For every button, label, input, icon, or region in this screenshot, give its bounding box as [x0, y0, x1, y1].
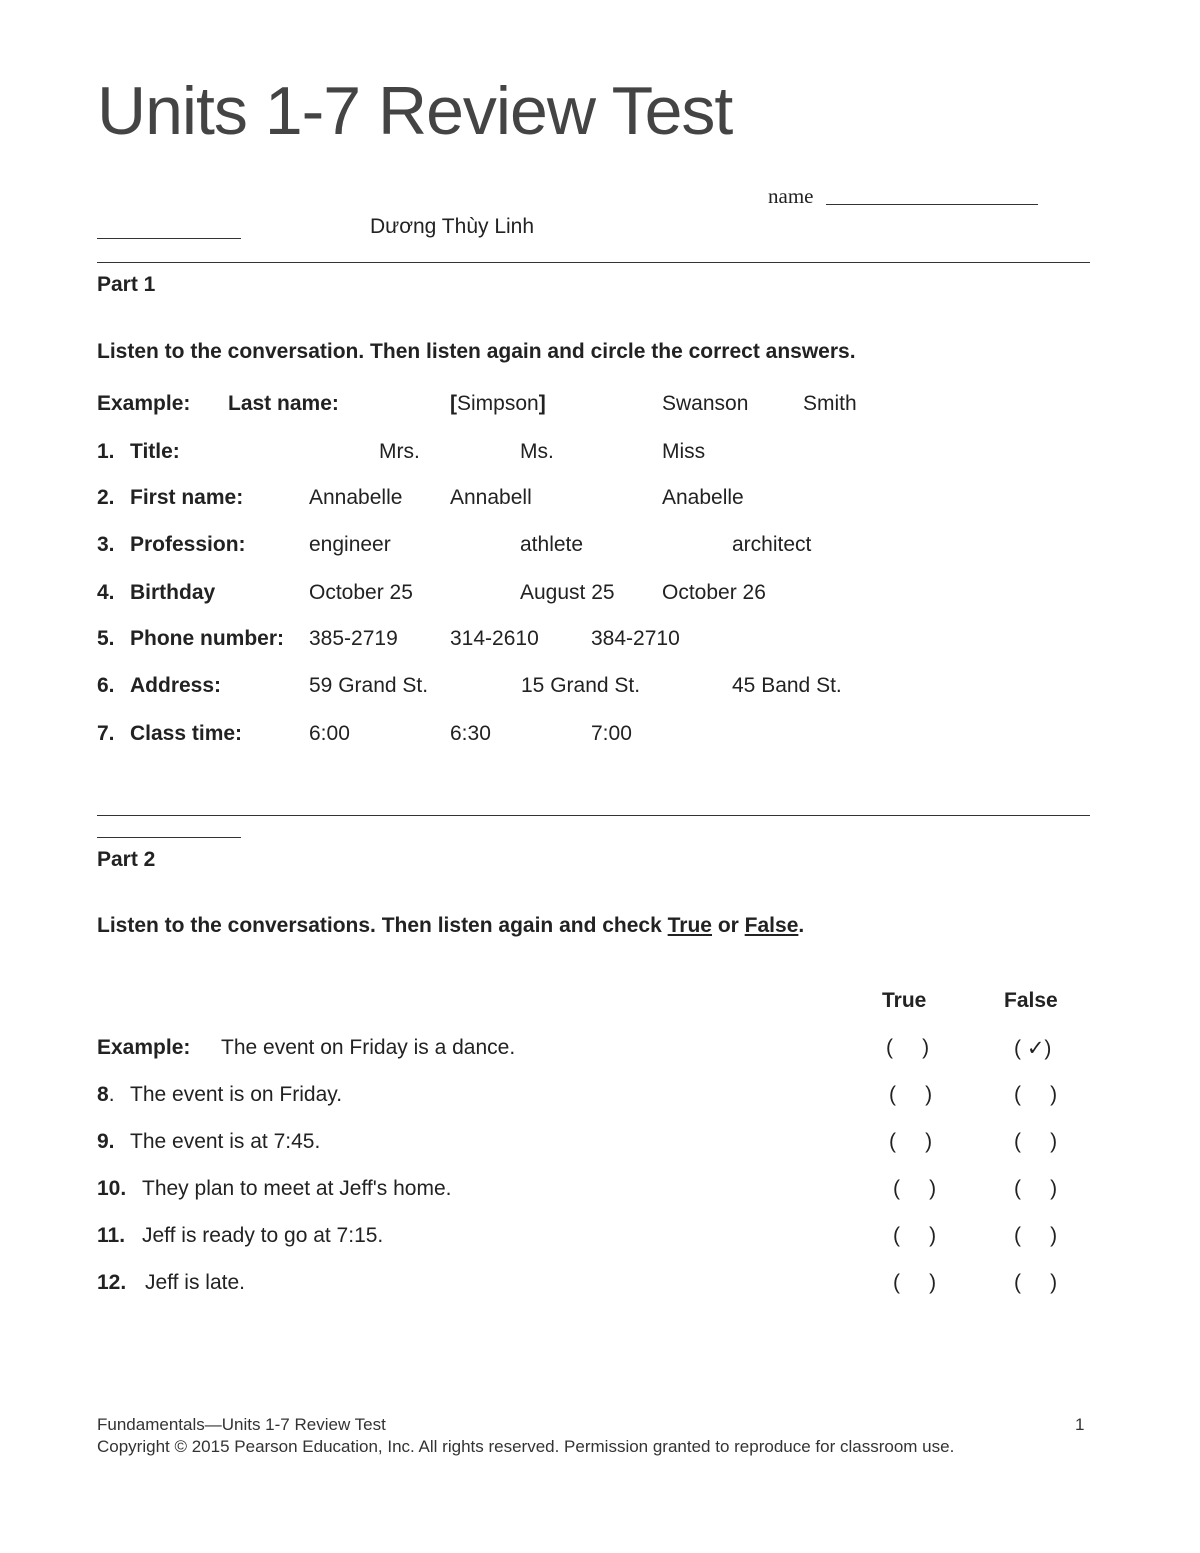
answer-option[interactable]: August 25 — [520, 581, 615, 604]
item-number: 4. — [97, 581, 115, 604]
true-checkbox[interactable]: ( ) — [889, 1083, 933, 1106]
item-number: 3. — [97, 533, 115, 556]
item-field: Phone number: — [130, 627, 285, 650]
item-number: 7. — [97, 722, 115, 745]
part1-instruction: Listen to the conversation. Then listen again and circle the correct answers. — [97, 340, 856, 363]
statement-text: The event is on Friday. — [130, 1083, 343, 1106]
false-checkbox[interactable]: ( ) — [1014, 1083, 1058, 1106]
item-field: Title: — [130, 440, 180, 463]
statement-text: The event on Friday is a dance. — [221, 1036, 516, 1059]
statement-text: The event is at 7:45. — [130, 1130, 321, 1153]
item-field: Address: — [130, 674, 222, 697]
false-checkbox-checked[interactable]: ( ✓) — [1014, 1037, 1052, 1060]
part2-heading: Part 2 — [97, 848, 156, 871]
item-number: 1. — [97, 440, 115, 463]
true-checkbox[interactable]: ( ) — [893, 1271, 937, 1294]
item-field: Profession: — [130, 533, 246, 556]
answer-option[interactable]: Annabelle — [309, 486, 403, 509]
part1-heading: Part 1 — [97, 273, 156, 296]
statement-text: Jeff is late. — [145, 1271, 245, 1294]
answer-option[interactable]: 6:00 — [309, 722, 350, 745]
statement-text: They plan to meet at Jeff's home. — [142, 1177, 452, 1200]
answer-option[interactable]: Anabelle — [662, 486, 744, 509]
example-label: Example: — [97, 392, 191, 415]
item-number: 9. — [97, 1130, 115, 1153]
answer-option[interactable]: October 26 — [662, 581, 766, 604]
item-number: 12. — [97, 1271, 127, 1294]
example-option: Swanson — [662, 392, 749, 415]
short-blank-line — [97, 238, 241, 239]
answer-option[interactable]: 6:30 — [450, 722, 491, 745]
answer-option[interactable]: 384-2710 — [591, 627, 680, 650]
column-header-true: True — [882, 989, 927, 1012]
true-checkbox[interactable]: ( ) — [889, 1130, 933, 1153]
answer-option[interactable]: 7:00 — [591, 722, 632, 745]
divider-line — [97, 262, 1090, 263]
example-label: Example: — [97, 1036, 191, 1059]
answer-option[interactable]: engineer — [309, 533, 391, 556]
item-number: 2. — [97, 486, 115, 509]
instruction-true-word: True — [667, 914, 712, 937]
item-number: 11. — [97, 1224, 126, 1247]
true-checkbox[interactable]: ( ) — [893, 1224, 937, 1247]
answer-option[interactable]: architect — [732, 533, 812, 556]
false-checkbox[interactable]: ( ) — [1014, 1271, 1058, 1294]
statement-text: Jeff is ready to go at 7:15. — [142, 1224, 384, 1247]
item-field: Birthday — [130, 581, 216, 604]
instruction-or: or — [712, 914, 745, 937]
answer-option[interactable]: 45 Band St. — [732, 674, 842, 697]
bracket-open: [ — [450, 392, 457, 415]
example-option: Simpson — [457, 392, 539, 415]
bracket-close: ] — [538, 392, 546, 415]
student-name: Dương Thùy Linh — [370, 215, 535, 238]
answer-option[interactable]: 314-2610 — [450, 627, 539, 650]
answer-option[interactable]: 15 Grand St. — [521, 674, 641, 697]
short-blank-line — [97, 837, 241, 838]
false-checkbox[interactable]: ( ) — [1014, 1177, 1058, 1200]
instruction-text: Listen to the conversations. Then listen again and check — [97, 914, 668, 937]
item-field: First name: — [130, 486, 244, 509]
statement-row — [97, 1083, 115, 1107]
true-checkbox[interactable]: ( ) — [893, 1177, 937, 1200]
example-field: Last name: — [228, 392, 339, 415]
answer-option[interactable]: October 25 — [309, 581, 413, 604]
part2-instruction — [97, 914, 804, 938]
name-blank-line — [826, 204, 1038, 205]
answer-option[interactable]: Annabell — [450, 486, 532, 509]
page-title: Units 1-7 Review Test — [97, 73, 733, 149]
answer-option[interactable]: 385-2719 — [309, 627, 398, 650]
example-option: Smith — [803, 392, 857, 415]
item-number: 10. — [97, 1177, 127, 1200]
false-checkbox[interactable]: ( ) — [1014, 1224, 1058, 1247]
answer-option[interactable]: athlete — [520, 533, 584, 556]
item-sep: . — [108, 1083, 115, 1106]
item-number: 6. — [97, 674, 115, 697]
instruction-end: . — [798, 914, 805, 937]
footer-title: Fundamentals—Units 1-7 Review Test — [97, 1415, 386, 1434]
example-option-selected — [450, 392, 546, 416]
answer-option[interactable]: Mrs. — [379, 440, 420, 463]
column-header-false: False — [1004, 989, 1058, 1012]
instruction-false-word: False — [744, 914, 799, 937]
page-number: 1 — [1075, 1415, 1085, 1434]
answer-option[interactable]: Ms. — [520, 440, 554, 463]
item-number: 5. — [97, 627, 115, 650]
divider-line — [97, 815, 1090, 816]
true-checkbox[interactable]: ( ) — [886, 1036, 930, 1059]
item-field: Class time: — [130, 722, 243, 745]
footer-copyright: Copyright © 2015 Pearson Education, Inc. All rights reserved. Permission granted to reproduce for classroom use. — [97, 1437, 955, 1456]
item-number: 8 — [97, 1083, 109, 1106]
answer-option[interactable]: 59 Grand St. — [309, 674, 429, 697]
name-label: name — [768, 184, 814, 208]
false-checkbox[interactable]: ( ) — [1014, 1130, 1058, 1153]
answer-option[interactable]: Miss — [662, 440, 706, 463]
